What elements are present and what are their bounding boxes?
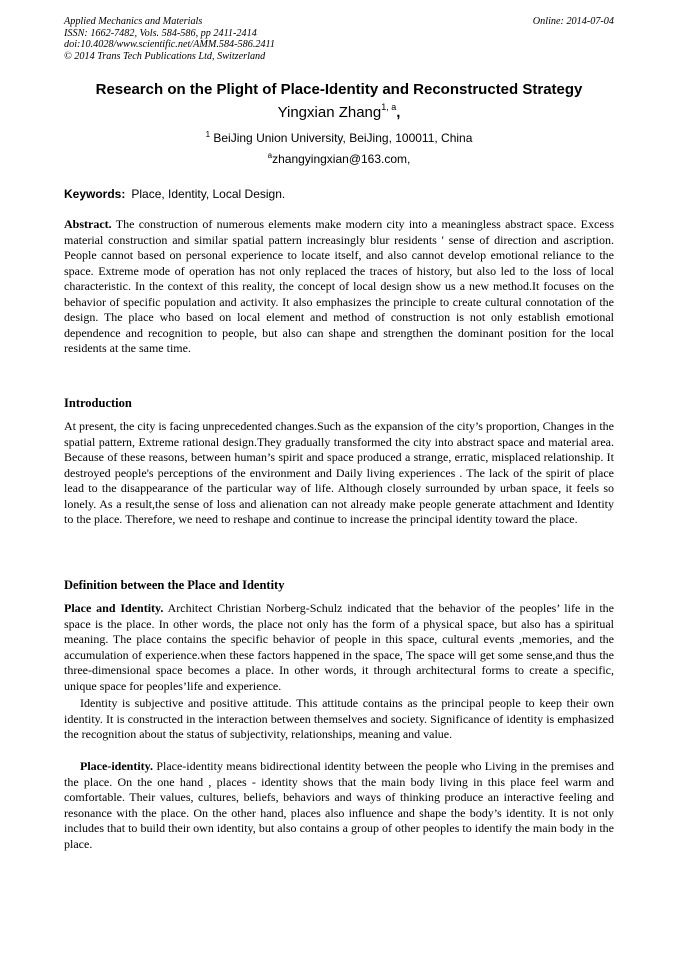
author-name: Yingxian Zhang	[277, 104, 382, 121]
journal-header	[64, 16, 275, 62]
place-and-identity-text: Architect Christian Norberg-Schulz indicated that the behavior of the peoples’ life in the space is the place. In other words, the place not only has the form of a physical space, but also has a spiritual meaning. The place contains the specific behavior of people in this space, cultural events ,memories, and the accumulation of experience.when these factors happened in the space, The space will get some sense,and thus the three-dimensional space becomes a place. In other words, it through architectural forms to create a specific, unique space for peoples’life and experience.	[64, 601, 614, 693]
email-superscript: a	[267, 151, 273, 160]
abstract-label: Abstract.	[64, 217, 112, 231]
place-identity-text: Place-identity means bidirectional identity between the people who Living in the premises and the place. On the one hand , places - identity shows that the main body living in this place feel warm and comfortable. Their values, cultures, beliefs, behaviors and ways of thinking produce an interactive feeling and resonance with the place. On the other hand, places also influence and shape the body’s identity. It is not only includes that to build their own identity, but also contains a group of other peoples to identify the main body in the place.	[64, 759, 615, 851]
author-line	[0, 104, 678, 121]
identity-paragraph: Identity is subjective and positive attitude. This attitude contains as the principal people to keep their own identity. It is constructed in the interaction between themselves and society. Significance of identity is emphasized the recognition about the status of subjectivity, relationships, meaning and value.	[64, 696, 614, 741]
paper-title: Research on the Plight of Place-Identity and Reconstructed Strategy	[95, 81, 583, 98]
copyright-line: © 2014 Trans Tech Publications Ltd, Switzerland	[64, 50, 266, 62]
email-text: zhangyingxian@163.com,	[272, 152, 411, 166]
place-and-identity-label: Place and Identity.	[64, 601, 164, 615]
introduction-heading: Introduction	[64, 396, 132, 410]
introduction-paragraph: At present, the city is facing unprecedented changes.Such as the expansion of the city’s proportion, Changes in the spatial pattern, Extreme rational design.They gradually transformed the city into abstract space and material area. Because of these reasons, between human’s spirit and space produced a strange, erratic, misplaced relationship. It destroyed people's perceptions of the environment and Daily living experiences . The lack of the spirit of place lead to the disappearance of the particular way of life. Although closely surrounded by urban space, it feels so lonely. As a result,the sense of loss and alienation can not already make people generate attachment and Identity to the place. Therefore, we need to reshape and continue to increase the principal identity toward the place.	[64, 419, 614, 526]
abstract-paragraph	[64, 217, 614, 357]
online-date: Online: 2014-07-04	[532, 16, 614, 27]
keywords-line	[64, 187, 285, 201]
affiliation-text: BeiJing Union University, BeiJing, 100011, China	[213, 131, 473, 145]
issn-line: ISSN: 1662-7482, Vols. 584-586, pp 2411-2414	[64, 27, 257, 39]
affiliation-line	[0, 131, 678, 145]
place-identity-label: Place-identity.	[80, 759, 153, 773]
definition-heading: Definition between the Place and Identity	[64, 578, 285, 592]
affiliation-superscript: 1	[205, 130, 211, 139]
abstract-text: The construction of numerous elements make modern city into a meaningless abstract space. Excess material construction and similar spatial pattern increasingly blur residents ' sense of direction and ascription. People cannot based on personal experience to locate itself, and also cannot develop emotional reliance to the space. Extreme mode of operation has not only replaced the traces of history, but also led to the loss of local characteristic. In the context of this reality, the concept of local design show us a new method.It focuses on the behavior of specific population and activity. It also emphasizes the principle to create cultural connotation of the design. The place who based on local element and method of construction is not only establish emotional dependence and recognition to people, but also can shape and strengthen the dominant position for the local residents at the same time.	[64, 217, 614, 355]
keywords-label: Keywords:	[64, 187, 126, 201]
doi-line: doi:10.4028/www.scientific.net/AMM.584-586.2411	[64, 39, 275, 50]
place-identity-paragraph	[64, 601, 614, 694]
journal-name: Applied Mechanics and Materials	[64, 16, 203, 27]
email-line	[0, 152, 678, 166]
author-superscript: 1, a	[381, 102, 397, 112]
keywords-text: Place, Identity, Local Design.	[131, 187, 286, 201]
place-identity-definition-paragraph	[64, 759, 614, 852]
author-trailing-comma: ,	[396, 104, 401, 121]
